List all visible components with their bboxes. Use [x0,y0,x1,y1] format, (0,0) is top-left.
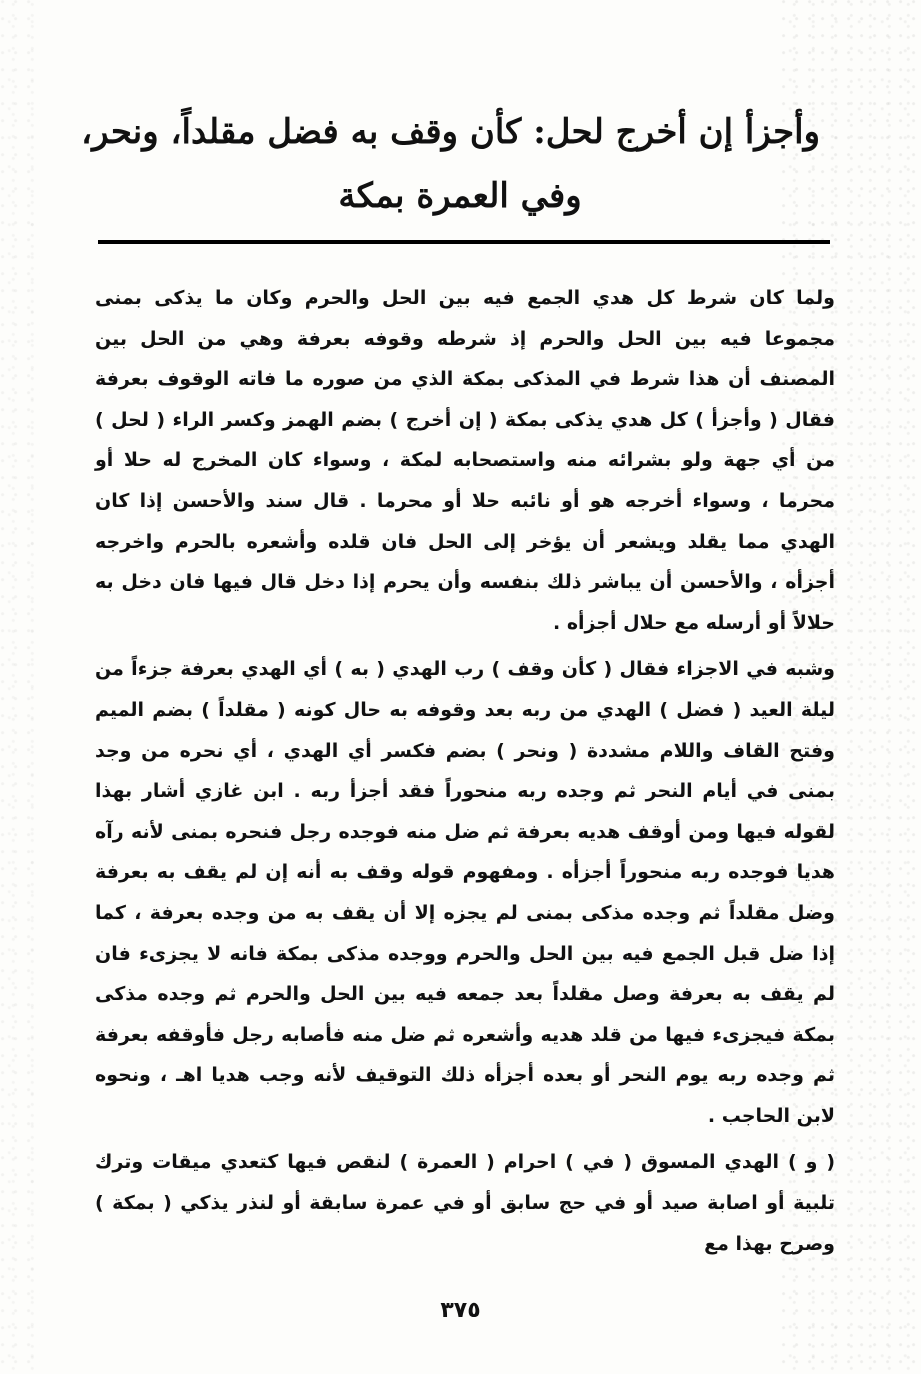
paragraph-2: وشبه في الاجزاء فقال ( كأن وقف ) رب الهدي ( به ) أي الهدي بعرفة جزءاً من ليلة العيد ( فضل ) الهدي من ربه بعد وقوفه به حال كونه ( مقلداً ) بضم الميم وفتح القاف واللام مشددة ( ونحر ) بضم فكسر أي الهدي ، أي نحره من وجد بمنى في أيام النحر ثم وجده ربه منحوراً فقد أجزأ ربه . ابن غازي أشار بهذا لقوله فيها ومن أوقف هديه بعرفة ثم ضل منه فوجده رجل فنحره بمنى لأنه رآه هديا فوجده ربه منحوراً أجزأه . ومفهوم قوله وقف به أنه إن لم يقف به بعرفة وضل مقلداً ثم وجده مذكى بمنى لم يجزه إلا أن يقف به من وجده بعرفة ، كما إذا ضل قبل الجمع فيه بين الحل والحرم ووجده مذكى بمكة فانه لا يجزىء فان لم يقف به بعرفة وصل مقلداً بعد جمعه فيه بين الحل والحرم ثم وجده مذكى بمكة فيجزىء فيها من قلد هديه وأشعره ثم ضل منه فأصابه رجل فأوقفه بعرفة ثم وجده ربه يوم النحر أو بعده أجزأه ذلك التوقيف لأنه وجب هديا اهـ ، ونحوه لابن الحاجب . [95,658,835,1127]
paragraph-1: ولما كان شرط كل هدي الجمع فيه بين الحل والحرم وكان ما يذكى بمنى مجموعا فيه بين الحل والحرم إذ شرطه وقوفه بعرفة وهي من الحل بين المصنف أن هذا شرط في المذكى بمكة الذي من صوره ما فاته الوقوف بعرفة فقال ( وأجزأ ) كل هدي يذكى بمكة ( إن أخرج ) بضم الهمز وكسر الراء ( لحل ) من أي جهة ولو بشرائه منه واستصحابه لمكة ، وسواء كان المخرج له حلا أو محرما ، وسواء أخرجه هو أو نائبه حلا أو محرما . قال سند والأحسن إذا كان الهدي مما يقلد ويشعر أن يؤخر إلى الحل فان قلده وأشعره بالحرم واخرجه أجزأه ، والأحسن أن يباشر ذلك بنفسه وأن يحرم إذا دخل قال فيها فان دخل به حلالاً أو أرسله مع حلال أجزأه . [95,287,835,634]
matn-header [81,100,820,228]
commentary-body [95,278,835,1270]
header-divider [98,240,830,244]
matn-line-1: وأجزأ إن أخرج لحل: كأن وقف به فضل مقلداً، ونحر، [81,112,820,152]
scan-noise-left [0,0,40,1374]
matn-line-2: وفي العمرة بمكة [338,176,582,216]
paragraph-3: ( و ) الهدي المسوق ( في ) احرام ( العمرة ) لنقص فيها كتعدي ميقات وترك تلبية أو اصابة صيد أو في حج سابق أو في عمرة سابقة أو لنذر يذكي ( بمكة ) وصرح بهذا مع [95,1151,835,1255]
page-number: ٣٧٥ [440,1298,481,1323]
